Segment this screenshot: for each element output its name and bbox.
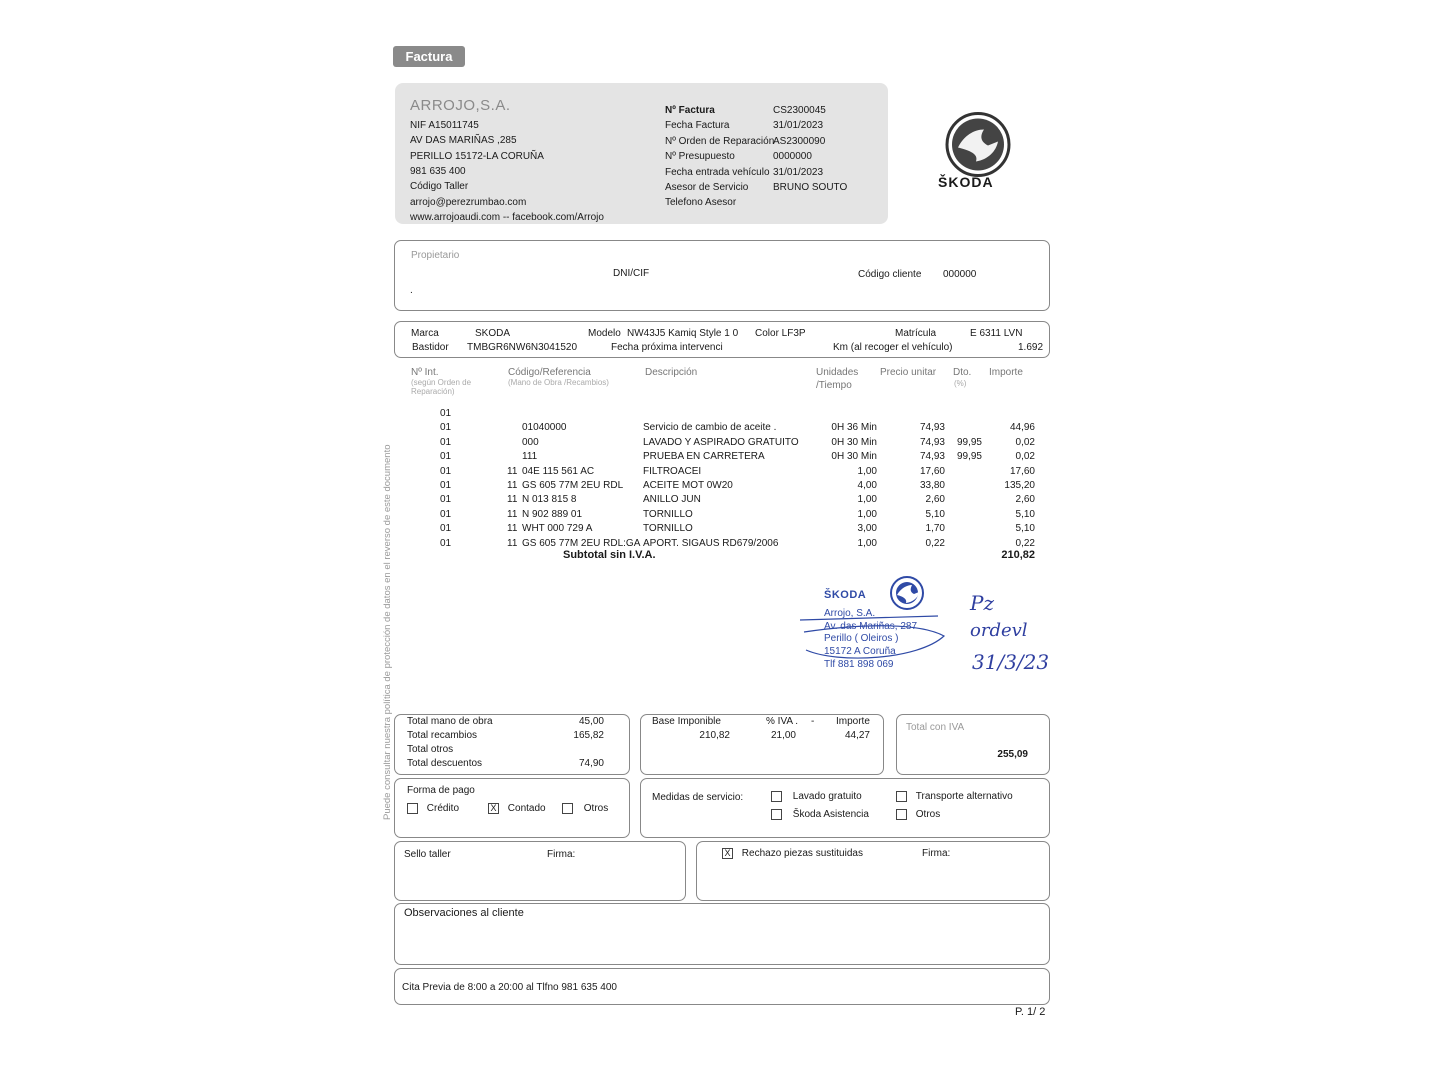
payment-option-label: Contado	[507, 803, 546, 815]
payment-option-contado[interactable]	[488, 803, 546, 814]
row-code: N 013 815 8	[522, 494, 577, 506]
service-option-transporte[interactable]	[896, 791, 1013, 802]
service-option-lavado[interactable]	[771, 791, 862, 802]
checkbox-asistencia[interactable]	[771, 809, 782, 820]
document-type-tag: Factura	[393, 46, 465, 67]
km-value: 1.692	[1018, 342, 1044, 353]
row-code: 000	[522, 436, 539, 448]
iva-label: % IVA .	[766, 716, 799, 727]
base-label: Base Imponible	[652, 716, 721, 727]
payment-option-otros[interactable]	[562, 803, 608, 814]
row-nint: 01	[440, 494, 452, 506]
checkbox-credito[interactable]	[407, 803, 418, 814]
row-nint: 01	[440, 436, 452, 448]
row-code: N 902 889 01	[522, 508, 583, 520]
modelo-value: NW43J5 Kamiq Style 1 0	[627, 328, 739, 339]
checkbox-rechazo[interactable]: X	[722, 848, 733, 859]
company-name: ARROJO,S.A.	[410, 97, 511, 114]
row-code: GS 605 77M 2EU RDL	[522, 480, 624, 491]
invoice-value: BRUNO SOUTO	[773, 182, 848, 193]
stamp-line: Arrojo, S.A.	[824, 608, 876, 619]
row-units: 0H 36 Min	[831, 422, 877, 434]
total-mano-label: Total mano de obra	[407, 716, 493, 727]
privacy-side-note: Puede consultar nuestra política de protección de datos en el reverso de este documento	[382, 444, 393, 820]
service-option-otros[interactable]	[896, 809, 940, 820]
row-price: 0,22	[925, 537, 945, 549]
row-importe: 0,02	[1015, 451, 1035, 463]
row-description: TORNILLO	[643, 508, 693, 520]
marca-value: SKODA	[475, 328, 511, 339]
row-description: TORNILLO	[643, 523, 693, 535]
invoice-label: Telefono Asesor	[665, 197, 737, 208]
row-code: WHT 000 729 A	[522, 523, 593, 535]
row-description: ACEITE MOT 0W20	[643, 480, 733, 491]
row-description: PRUEBA EN CARRETERA	[643, 451, 765, 463]
bastidor-label: Bastidor	[412, 342, 449, 353]
row-price: 74,93	[919, 436, 945, 448]
base-value: 210,82	[699, 730, 730, 741]
rechazo-firma-label: Firma:	[922, 848, 951, 859]
sello-label: Sello taller	[404, 849, 451, 860]
observaciones-label: Observaciones al cliente	[404, 907, 524, 919]
service-option-label: Lavado gratuito	[792, 791, 862, 803]
col-unidades: Unidades	[816, 367, 859, 378]
invoice-label: Nº Factura	[665, 105, 715, 116]
total-descuentos-label: Total descuentos	[407, 758, 483, 769]
row-price: 1,70	[925, 523, 945, 535]
rechazo-label: Rechazo piezas sustituidas	[741, 848, 863, 860]
subtotal-value: 210,82	[1001, 549, 1035, 561]
handwriting-line: Pz	[970, 591, 994, 615]
payment-option-label: Crédito	[426, 803, 460, 815]
row-units: 1,00	[857, 508, 877, 520]
col-descripcion: Descripción	[645, 367, 698, 378]
invoice-label: Fecha entrada vehículo	[665, 167, 770, 178]
row-type: 11	[507, 523, 518, 535]
row-dto: 99,95	[956, 436, 982, 448]
brand-wordmark: ŠKODA	[938, 174, 994, 190]
total-otros-label: Total otros	[407, 744, 454, 755]
invoice-value: CS2300045	[773, 105, 826, 116]
invoice-label: Nº Presupuesto	[665, 151, 735, 162]
payment-option-label: Otros	[583, 803, 609, 815]
service-option-label: Transporte alternativo	[915, 791, 1013, 803]
col-dto-sub: (%)	[954, 379, 967, 388]
col-dto: Dto.	[953, 367, 972, 378]
stamp-line: Perillo ( Oleiros )	[824, 633, 899, 644]
row-code: GS 605 77M 2EU RDL:GA	[522, 537, 641, 549]
payment-label: Forma de pago	[407, 785, 475, 796]
row-type: 11	[507, 480, 518, 491]
company-email: arrojo@perezrumbao.com	[410, 197, 527, 208]
total-descuentos-value: 74,90	[578, 758, 604, 769]
row-units: 0H 30 Min	[831, 451, 877, 463]
checkbox-service-otros[interactable]	[896, 809, 907, 820]
invoice-label: Nº Orden de Reparación	[665, 136, 775, 147]
row-type: 11	[507, 494, 518, 506]
matricula-value: E 6311 LVN	[970, 328, 1023, 339]
marca-label: Marca	[411, 328, 439, 339]
col-codigo: Código/Referencia	[508, 367, 591, 378]
handwriting-line: 31/3/23	[972, 650, 1050, 674]
total-recambios-label: Total recambios	[407, 730, 478, 741]
iva-dash: -	[811, 716, 815, 727]
row-importe: 2,60	[1015, 494, 1035, 506]
row-nint: 01	[440, 408, 452, 419]
importe-value: 44,27	[844, 730, 870, 741]
row-description: APORT. SIGAUS RD679/2006	[643, 537, 779, 549]
owner-name: .	[410, 285, 413, 296]
subtotal-label: Subtotal sin I.V.A.	[563, 549, 656, 561]
col-tiempo: /Tiempo	[816, 380, 852, 391]
company-taller: Código Taller	[410, 181, 469, 192]
row-price: 33,80	[919, 480, 945, 491]
row-code: 01040000	[522, 422, 567, 434]
payment-option-credito[interactable]	[407, 803, 459, 814]
rechazo-option[interactable]	[722, 848, 863, 859]
row-units: 4,00	[857, 480, 877, 491]
checkbox-otros[interactable]	[562, 803, 573, 814]
company-phone: 981 635 400	[410, 166, 466, 177]
row-importe: 44,96	[1009, 422, 1035, 434]
importe-label: Importe	[836, 716, 870, 727]
checkbox-transporte[interactable]	[896, 791, 907, 802]
company-nif: NIF A15011745	[410, 120, 479, 131]
company-address: AV DAS MARIÑAS ,285	[410, 135, 517, 146]
handwriting-line: ordevl	[970, 620, 1028, 641]
sello-firma-label: Firma:	[547, 849, 576, 860]
row-price: 74,93	[919, 422, 945, 434]
row-type: 11	[507, 465, 518, 477]
dni-label: DNI/CIF	[613, 268, 650, 279]
row-importe: 0,02	[1015, 436, 1035, 448]
row-description: ANILLO JUN	[643, 494, 701, 506]
total-iva-value: 255,09	[997, 749, 1028, 760]
col-nint: Nº Int.	[411, 367, 439, 378]
stamp-scribble-icon	[798, 606, 948, 666]
row-nint: 01	[440, 422, 452, 434]
stamp-line: 15172 A Coruña	[824, 646, 896, 657]
bastidor-value: TMBGR6NW6N3041520	[467, 342, 578, 353]
total-mano-value: 45,00	[578, 716, 604, 727]
row-nint: 01	[440, 451, 452, 463]
invoice-label: Asesor de Servicio	[665, 182, 749, 193]
service-option-asistencia[interactable]	[771, 809, 869, 820]
row-price: 5,10	[925, 508, 945, 520]
stamp-line: Tlf 881 898 069	[824, 659, 894, 670]
row-nint: 01	[440, 523, 452, 535]
col-precio: Precio unitar	[880, 367, 937, 378]
company-web: www.arrojoaudi.com -- facebook.com/Arrojo	[410, 212, 604, 223]
invoice-value: AS2300090	[773, 136, 826, 147]
row-nint: 01	[440, 508, 452, 520]
service-option-label: Škoda Asistencia	[792, 809, 869, 821]
page-number: P. 1/ 2	[1015, 1006, 1046, 1018]
row-price: 2,60	[925, 494, 945, 506]
row-dto: 99,95	[956, 451, 982, 463]
row-importe: 5,10	[1015, 523, 1035, 535]
service-label: Medidas de servicio:	[652, 792, 744, 803]
row-description: LAVADO Y ASPIRADO GRATUITO	[643, 436, 799, 448]
checkbox-contado[interactable]: X	[488, 803, 499, 814]
row-nint: 01	[440, 480, 452, 491]
stamp-brand: ŠKODA	[824, 589, 867, 601]
row-units: 1,00	[857, 537, 877, 549]
client-code-value: 000000	[943, 269, 977, 280]
row-units: 1,00	[857, 494, 877, 506]
km-label: Km (al recoger el vehículo)	[833, 342, 953, 353]
row-price: 17,60	[919, 465, 945, 477]
color-value: Color LF3P	[755, 328, 806, 339]
row-code: 04E 115 561 AC	[522, 465, 595, 477]
row-importe: 17,60	[1009, 465, 1035, 477]
stamp-line: Av. das Mariñas, 287	[824, 621, 918, 632]
row-units: 0H 30 Min	[831, 436, 877, 448]
invoice-label: Fecha Factura	[665, 120, 730, 131]
row-type: 11	[507, 508, 518, 520]
matricula-label: Matrícula	[895, 328, 937, 339]
col-nint-sub: (según Orden de Reparación)	[411, 378, 472, 396]
invoice-value: 31/01/2023	[773, 167, 824, 178]
row-description: FILTROACEI	[643, 465, 702, 477]
col-importe: Importe	[989, 367, 1023, 378]
modelo-label: Modelo	[588, 328, 621, 339]
invoice-value: 0000000	[773, 151, 812, 162]
row-type: 11	[507, 537, 518, 549]
service-option-label: Otros	[915, 809, 941, 821]
row-description: Servicio de cambio de aceite .	[643, 422, 777, 434]
invoice-value: 31/01/2023	[773, 120, 824, 131]
row-importe: 5,10	[1015, 508, 1035, 520]
cita-text: Cita Previa de 8:00 a 20:00 al Tlfno 981 635 400	[402, 982, 617, 993]
row-importe: 0,22	[1015, 537, 1035, 549]
col-codigo-sub: (Mano de Obra /Recambios)	[508, 378, 609, 387]
row-units: 1,00	[857, 465, 877, 477]
row-nint: 01	[440, 537, 452, 549]
total-iva-label: Total con IVA	[906, 722, 965, 733]
total-recambios-value: 165,82	[573, 730, 604, 741]
row-price: 74,93	[919, 451, 945, 463]
row-code: 111	[522, 451, 538, 463]
next-service-label: Fecha próxima intervenci	[611, 342, 723, 353]
client-code-label: Código cliente	[858, 269, 922, 280]
checkbox-lavado[interactable]	[771, 791, 782, 802]
row-importe: 135,20	[1004, 480, 1035, 491]
service-box	[640, 778, 1050, 838]
iva-value: 21,00	[770, 730, 796, 741]
company-city: PERILLO 15172-LA CORUÑA	[410, 151, 544, 162]
owner-label: Propietario	[411, 250, 460, 261]
row-units: 3,00	[857, 523, 877, 535]
row-nint: 01	[440, 465, 452, 477]
